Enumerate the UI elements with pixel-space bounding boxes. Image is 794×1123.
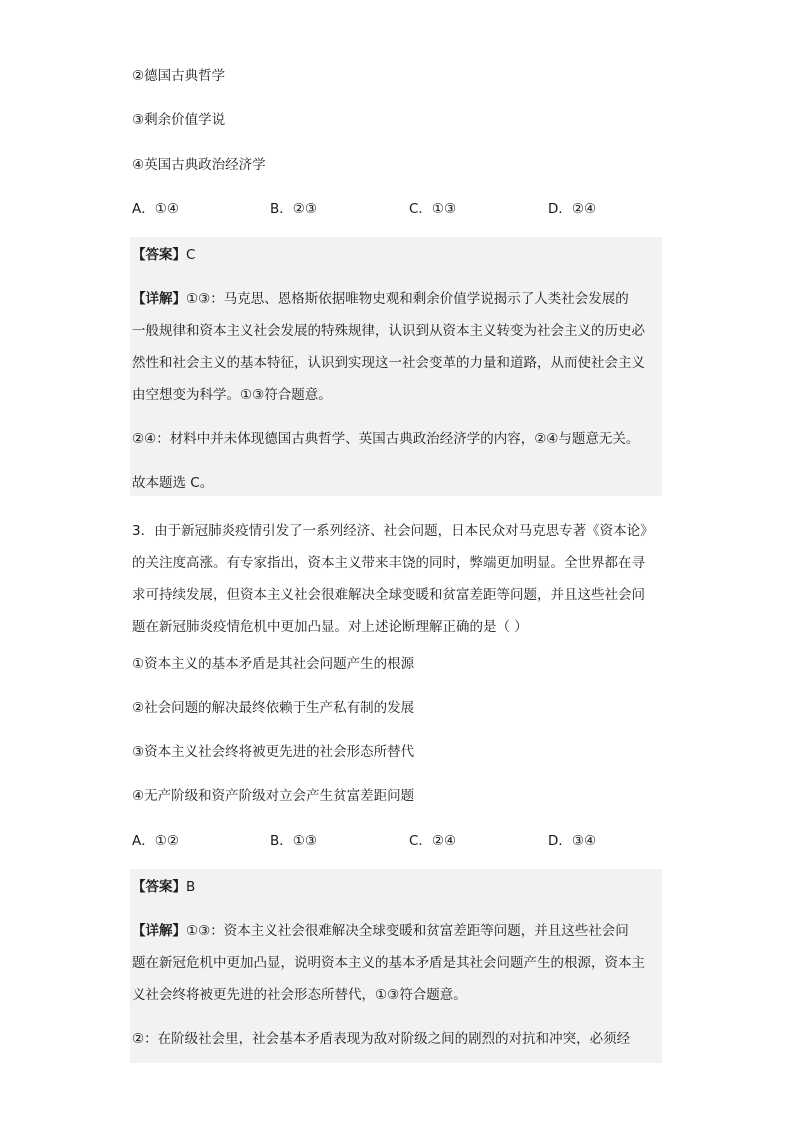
q3-choice-c: C．②④ [409, 833, 457, 849]
q3-detail-2: ②：在阶级社会里，社会基本矛盾表现为敌对阶级之间的剧烈的对抗和冲突，必须经 [132, 1031, 631, 1047]
q2-choices [132, 199, 664, 219]
q3-answer [132, 871, 662, 903]
q3-answer-tag: 【答案】 [132, 879, 186, 895]
q2-option-line-2: ②德国古典哲学 [132, 68, 226, 84]
q3-choices [132, 831, 664, 851]
q2-conclusion: 故本题选 C。 [132, 475, 214, 491]
q2-choice-a: A．①④ [132, 201, 179, 217]
q3-answer-value: B [186, 879, 196, 895]
q3-choice-d: D．③④ [548, 833, 597, 849]
q2-option-line-4: ④英国古典政治经济学 [132, 157, 266, 173]
q2-detail-line-3: 然性和社会主义的基本特征，认识到实现这一社会变革的力量和道路，从而使社会主义 [132, 355, 645, 371]
q2-answer-tag: 【答案】 [132, 247, 186, 263]
q3-detail-line-3: 义社会终将被更先进的社会形态所替代，①③符合题意。 [132, 987, 467, 1003]
q3-choice-b: B．①③ [270, 833, 317, 849]
q3-option-3: ③资本主义社会终将被更先进的社会形态所替代 [132, 744, 415, 760]
q3-detail-line-1: 【详解】①③：资本主义社会很难解决全球变暖和贫富差距等问题，并且这些社会问 [132, 923, 629, 939]
q2-detail-line-4: 由空想变为科学。①③符合题意。 [132, 387, 332, 403]
q3-option-4: ④无产阶级和资产阶级对立会产生贫富差距问题 [132, 788, 415, 804]
q2-choice-b: B．②③ [270, 201, 317, 217]
q3-answer-block [130, 869, 662, 1063]
q3-stem-line-1: 3．由于新冠肺炎疫情引发了一系列经济、社会问题，日本民众对马克思专著《资本论》 [132, 523, 654, 539]
q3-option-1: ①资本主义的基本矛盾是其社会问题产生的根源 [132, 656, 415, 672]
q2-option-line-3: ③剩余价值学说 [132, 112, 226, 128]
q2-detail-line-1: 【详解】①③：马克思、恩格斯依据唯物史观和剩余价值学说揭示了人类社会发展的 [132, 291, 629, 307]
q2-answer [132, 239, 662, 271]
q3-option-2: ②社会问题的解决最终依赖于生产私有制的发展 [132, 700, 415, 716]
q3-detail-line-2: 题在新冠危机中更加凸显，说明资本主义的基本矛盾是其社会问题产生的根源，资本主 [132, 955, 645, 971]
q3-choice-a: A．①② [132, 833, 179, 849]
q2-detail-tag: 【详解】 [132, 291, 186, 307]
q2-choice-c: C．①③ [409, 201, 457, 217]
q2-detail-2: ②④：材料中并未体现德国古典哲学、英国古典政治经济学的内容，②④与题意无关。 [132, 431, 640, 447]
q2-choice-d: D．②④ [548, 201, 597, 217]
q2-detail-line-2: 一般规律和资本主义社会发展的特殊规律，认识到从资本主义转变为社会主义的历史必 [132, 323, 645, 339]
q3-stem-line-2: 的关注度高涨。有专家指出，资本主义带来丰饶的同时，弊端更加明显。全世界都在寻 [132, 555, 645, 571]
q3-stem-line-4: 题在新冠肺炎疫情危机中更加凸显。对上述论断理解正确的是（ ） [132, 619, 528, 635]
q3-stem-line-3: 求可持续发展，但资本主义社会很难解决全球变暖和贫富差距等问题，并且这些社会问 [132, 587, 645, 603]
q3-detail-tag: 【详解】 [132, 923, 186, 939]
q2-answer-value: C [186, 247, 196, 263]
q2-answer-block [130, 237, 662, 496]
